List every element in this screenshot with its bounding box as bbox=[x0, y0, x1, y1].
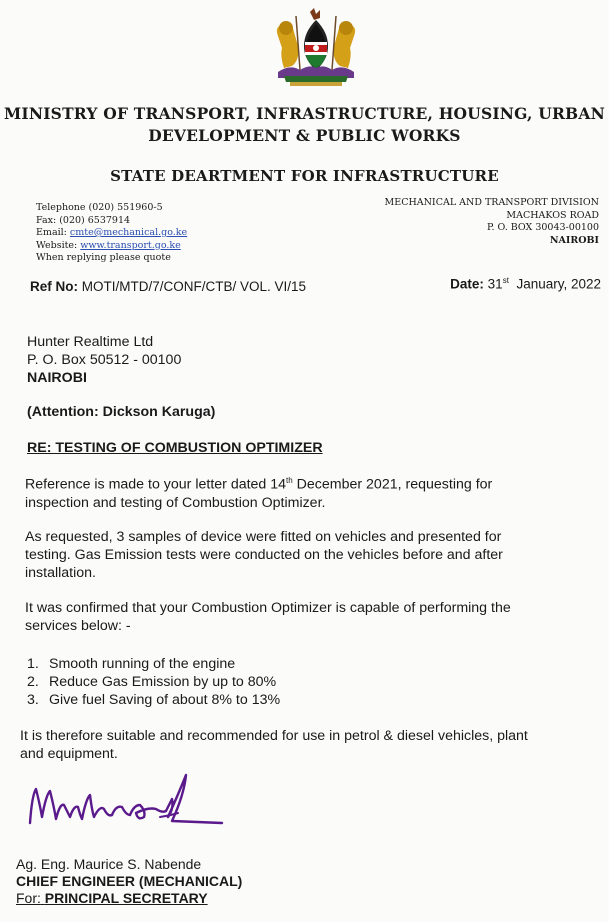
recipient-city: NAIROBI bbox=[27, 370, 87, 386]
paragraph-recommendation bbox=[20, 727, 605, 763]
date-label: Date: bbox=[450, 276, 484, 292]
para3-line2: services below: - bbox=[25, 618, 131, 634]
para2-line2: testing. Gas Emission tests were conducted on the vehicles before and after bbox=[25, 547, 503, 563]
signatory-name: Ag. Eng. Maurice S. Nabende bbox=[16, 856, 202, 872]
para1-sup: th bbox=[286, 476, 293, 485]
list-item bbox=[27, 691, 280, 709]
list-item-number: 3. bbox=[27, 692, 39, 708]
email-label: Email: bbox=[36, 227, 67, 238]
address-line1: MECHANICAL AND TRANSPORT DIVISION bbox=[384, 197, 599, 208]
para3-line1: It was confirmed that your Combustion Optimizer is capable of performing the bbox=[25, 600, 511, 616]
para1-a: Reference is made to your letter dated 14 bbox=[25, 476, 287, 493]
date-day: 31 bbox=[487, 276, 503, 292]
para4-line2: and equipment. bbox=[20, 746, 118, 762]
address-line2: MACHAKOS ROAD bbox=[506, 209, 599, 221]
paragraph-reference bbox=[25, 472, 600, 512]
address-line4: NAIROBI bbox=[549, 234, 599, 246]
para1-line2: inspection and testing of Combustion Optimizer. bbox=[25, 494, 326, 511]
for-title: PRINCIPAL SECRETARY bbox=[44, 890, 208, 906]
telephone-text: Telephone (020) 551960-5 bbox=[36, 202, 163, 213]
ministry-name-line2: DEVELOPMENT & PUBLIC WORKS bbox=[148, 126, 461, 145]
for-label: For: bbox=[16, 890, 41, 906]
signatory-block bbox=[16, 856, 242, 907]
address-block bbox=[385, 197, 599, 247]
ref-label: Ref No: bbox=[30, 279, 78, 294]
subject-line: RE: TESTING OF COMBUSTION OPTIMIZER bbox=[27, 440, 323, 456]
list-item-text: Reduce Gas Emission by up to 80% bbox=[49, 674, 277, 690]
services-list bbox=[27, 655, 280, 709]
para4-line1: It is therefore suitable and recommended for use in petrol & diesel vehicles, plant bbox=[20, 728, 528, 744]
email-line bbox=[36, 227, 187, 240]
paragraph-request bbox=[25, 528, 600, 582]
attention-line: (Attention: Dickson Karuga) bbox=[27, 404, 216, 420]
website-link[interactable]: www.transport.go.ke bbox=[80, 239, 181, 251]
recipient-block bbox=[27, 333, 181, 387]
signatory-for bbox=[16, 890, 242, 907]
website-line bbox=[36, 240, 187, 253]
list-item-text: Give fuel Saving of about 8% to 13% bbox=[49, 692, 281, 708]
date-rest: January, 2022 bbox=[516, 276, 601, 292]
recipient-name: Hunter Realtime Ltd bbox=[27, 334, 154, 350]
para2-line3: installation. bbox=[25, 565, 96, 581]
fax-text: Fax: (020) 6537914 bbox=[36, 214, 131, 226]
letter-date bbox=[450, 276, 601, 292]
signatory-title: CHIEF ENGINEER (MECHANICAL) bbox=[16, 873, 243, 889]
ministry-name-line1: MINISTRY OF TRANSPORT, INFRASTRUCTURE, HOUSING, URBAN bbox=[4, 104, 605, 123]
date-suffix: st bbox=[502, 276, 509, 285]
list-item-number: 1. bbox=[27, 656, 39, 672]
list-item-text: Smooth running of the engine bbox=[49, 656, 236, 672]
contact-block bbox=[36, 202, 187, 265]
reference-number bbox=[30, 279, 306, 294]
coat-of-arms-emblem bbox=[270, 6, 362, 88]
department-name: STATE DEARTMENT FOR INFRASTRUCTURE bbox=[110, 167, 499, 185]
ref-value: MOTI/MTD/7/CONF/CTB/ VOL. VI/15 bbox=[81, 279, 307, 294]
list-item-number: 2. bbox=[27, 674, 39, 690]
handwritten-signature bbox=[22, 765, 242, 845]
recipient-box: P. O. Box 50512 - 00100 bbox=[27, 352, 182, 368]
paragraph-confirmation bbox=[25, 599, 600, 635]
para2-line1: As requested, 3 samples of device were fitted on vehicles and presented for bbox=[25, 529, 502, 545]
para1-b: December 2021, requesting for bbox=[292, 476, 493, 493]
website-label: Website: bbox=[36, 239, 78, 251]
list-item bbox=[27, 655, 280, 673]
address-line3: P. O. BOX 30043-00100 bbox=[487, 222, 599, 233]
email-link[interactable]: cmte@mechanical.go.ke bbox=[69, 227, 188, 238]
list-item bbox=[27, 673, 280, 691]
reply-note: When replying please quote bbox=[36, 252, 171, 263]
